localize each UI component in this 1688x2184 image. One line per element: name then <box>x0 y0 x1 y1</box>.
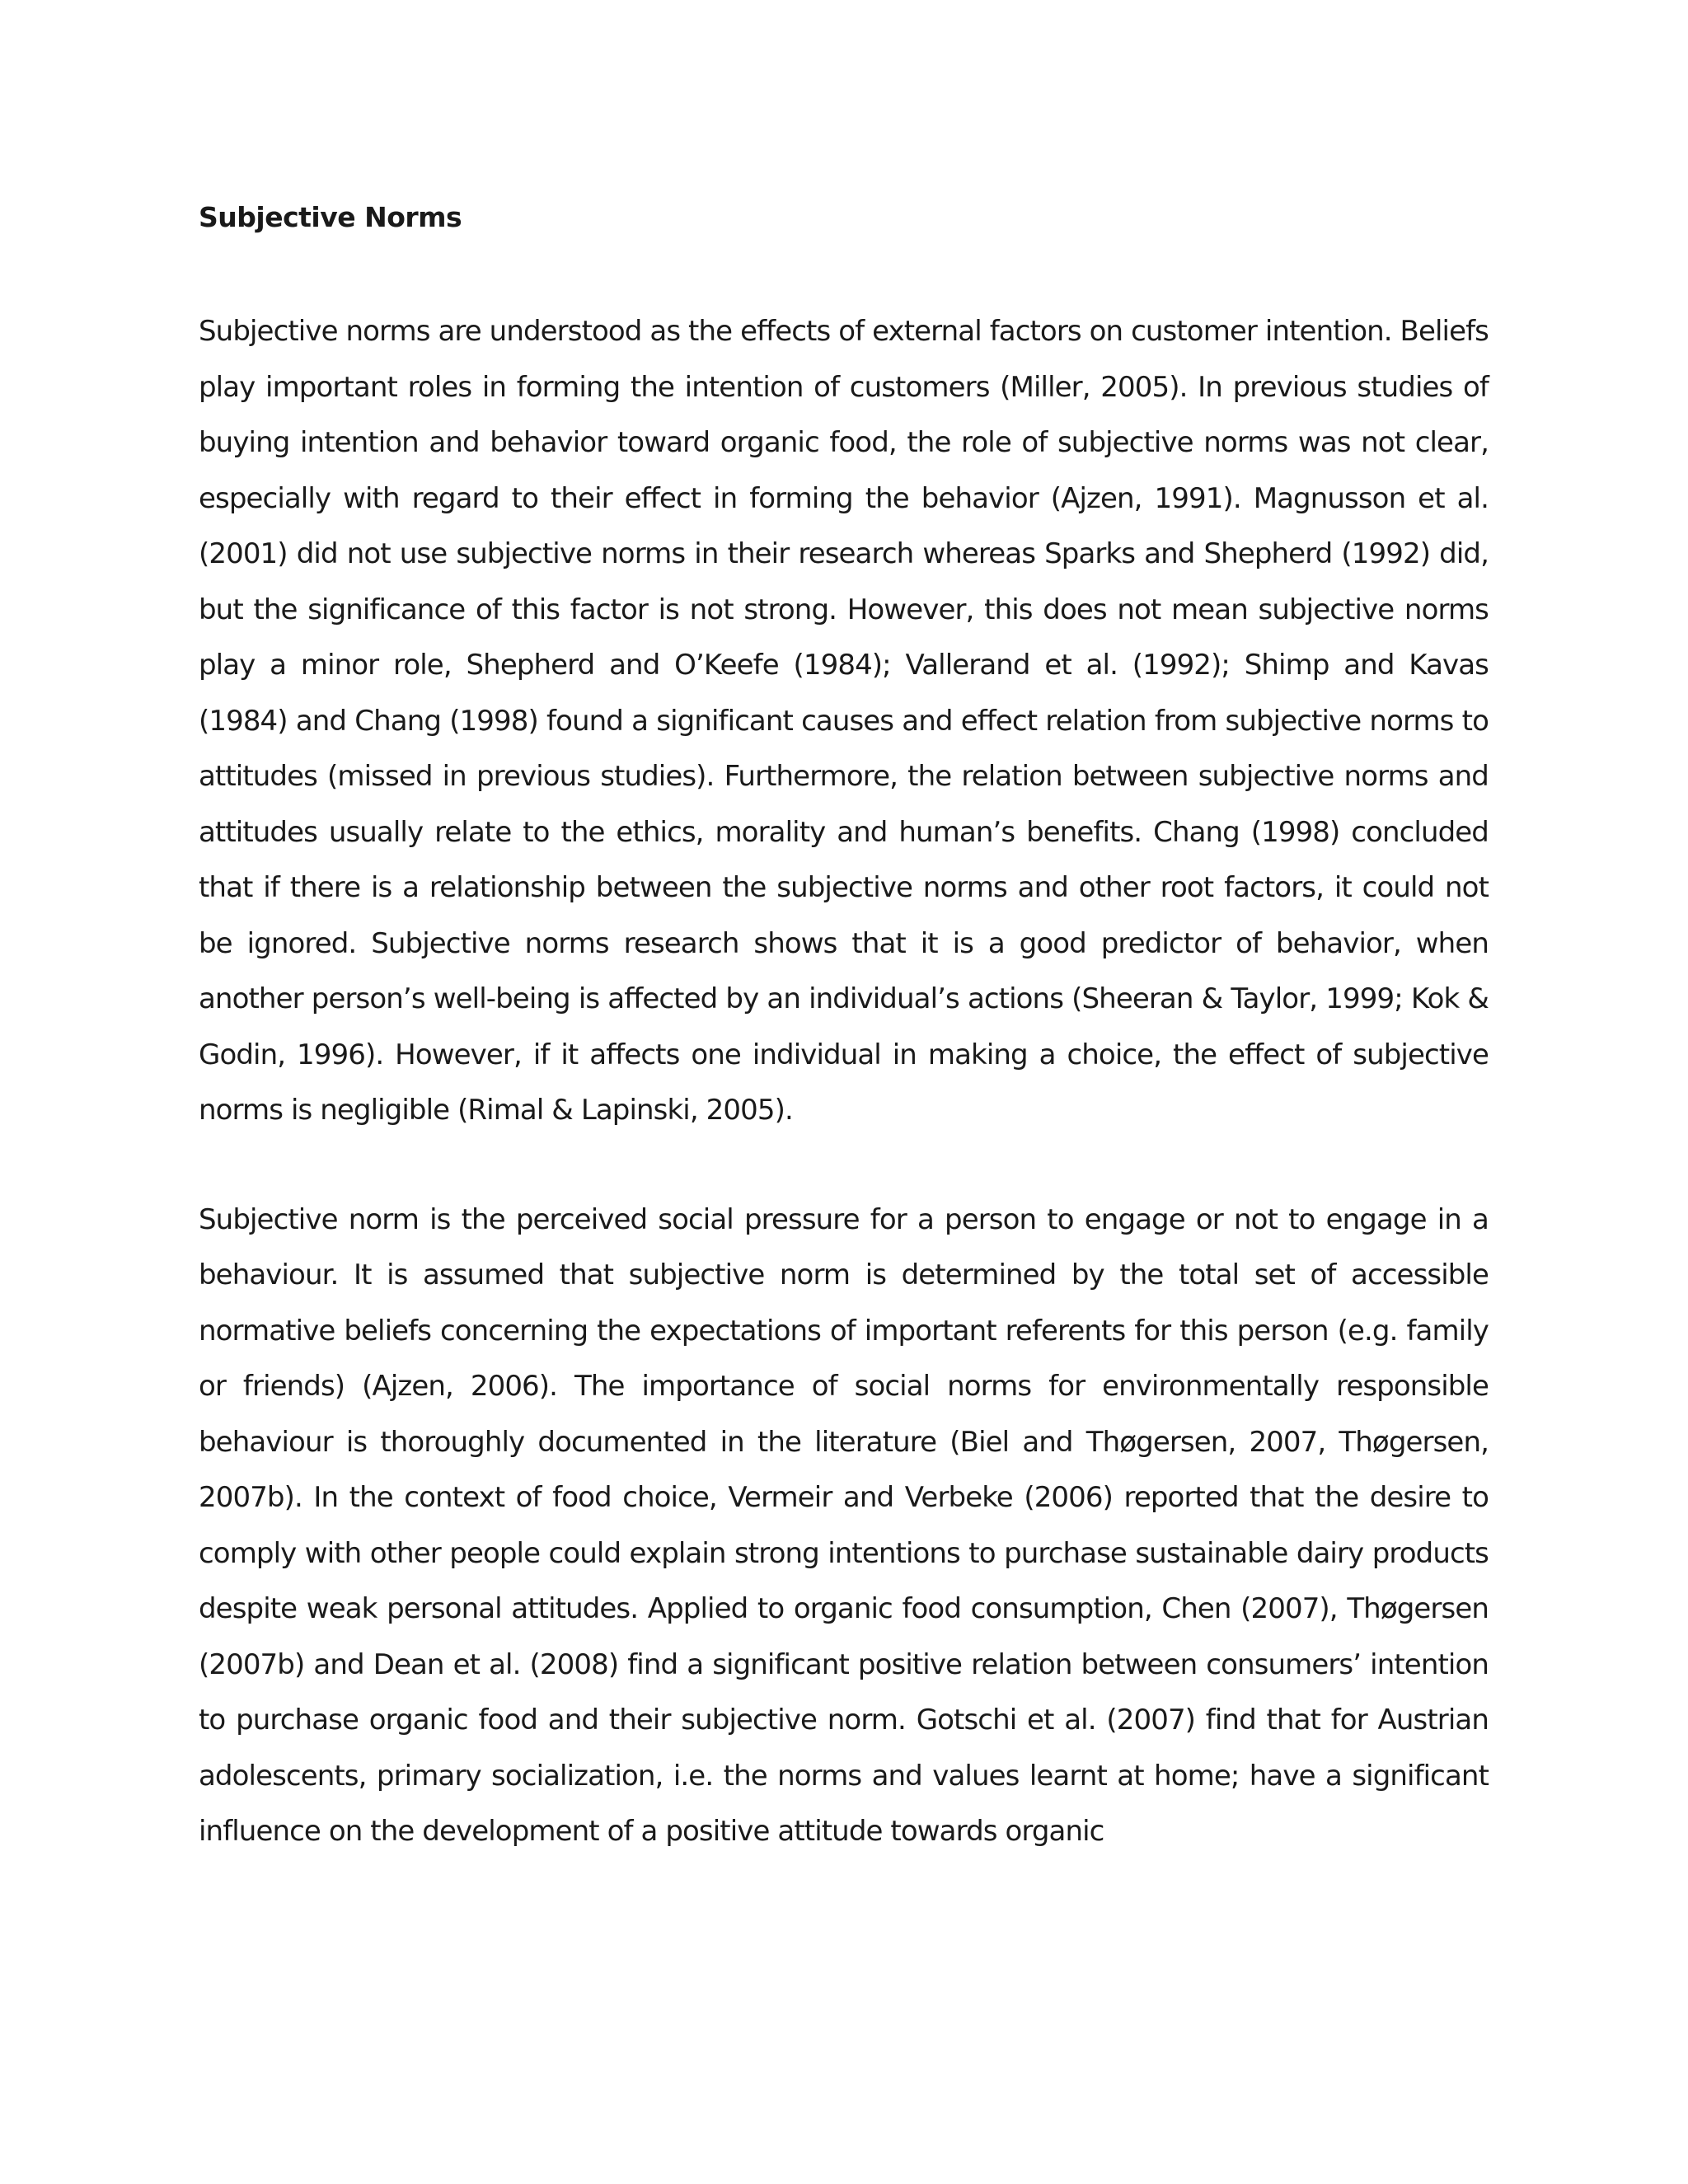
section-heading: Subjective Norms <box>199 201 462 233</box>
document-body <box>199 194 1489 1860</box>
paragraph-2: Subjective norm is the perceived social pressure for a person to engage or not to engage in a behaviour. It is assumed that subjective norm is determined by the total set of accessible normative beliefs concerning the expectations of important referents for this person (e.g. family or friends) (Ajzen, 2006). The importance of social norms for environmentally responsible behaviour is thoroughly documented in the literature (Biel and Thøgersen, 2007, Thøgersen, 2007b). In the context of food choice, Vermeir and Verbeke (2006) reported that the desire to comply with other people could explain strong intentions to purchase sustainable dairy products despite weak personal attitudes. Applied to organic food consumption, Chen (2007), Thøgersen (2007b) and Dean et al. (2008) find a significant positive relation between consumers’ intention to purchase organic food and their subjective norm. Gotschi et al. (2007) find that for Austrian adolescents, primary socialization, i.e. the norms and values learnt at home; have a significant influence on the development of a positive attitude towards organic <box>199 1202 1489 1848</box>
paragraph-1: Subjective norms are understood as the effects of external factors on customer intention. Beliefs play important roles in forming the intention of customers (Miller, 2005). In previous studies of buying intention and behavior toward organic food, the role of subjective norms was not clear, especially with regard to their effect in forming the behavior (Ajzen, 1991). Magnusson et al. (2001) did not use subjective norms in their research whereas Sparks and Shepherd (1992) did, but the significance of this factor is not strong. However, this does not mean subjective norms play a minor role, Shepherd and O’Keefe (1984); Vallerand et al. (1992); Shimp and Kavas (1984) and Chang (1998) found a significant causes and effect relation from subjective norms to attitudes (missed in previous studies). Furthermore, the relation between subjective norms and attitudes usually relate to the ethics, morality and human’s benefits. Chang (1998) concluded that if there is a relationship between the subjective norms and other root factors, it could not be ignored. Subjective norms research shows that it is a good predictor of behavior, when another person’s well-being is affected by an individual’s actions (Sheeran & Taylor, 1999; Kok & Godin, 1996). However, if it affects one individual in making a choice, the effect of subjective norms is negligible (Rimal & Lapinski, 2005). <box>199 315 1489 1127</box>
